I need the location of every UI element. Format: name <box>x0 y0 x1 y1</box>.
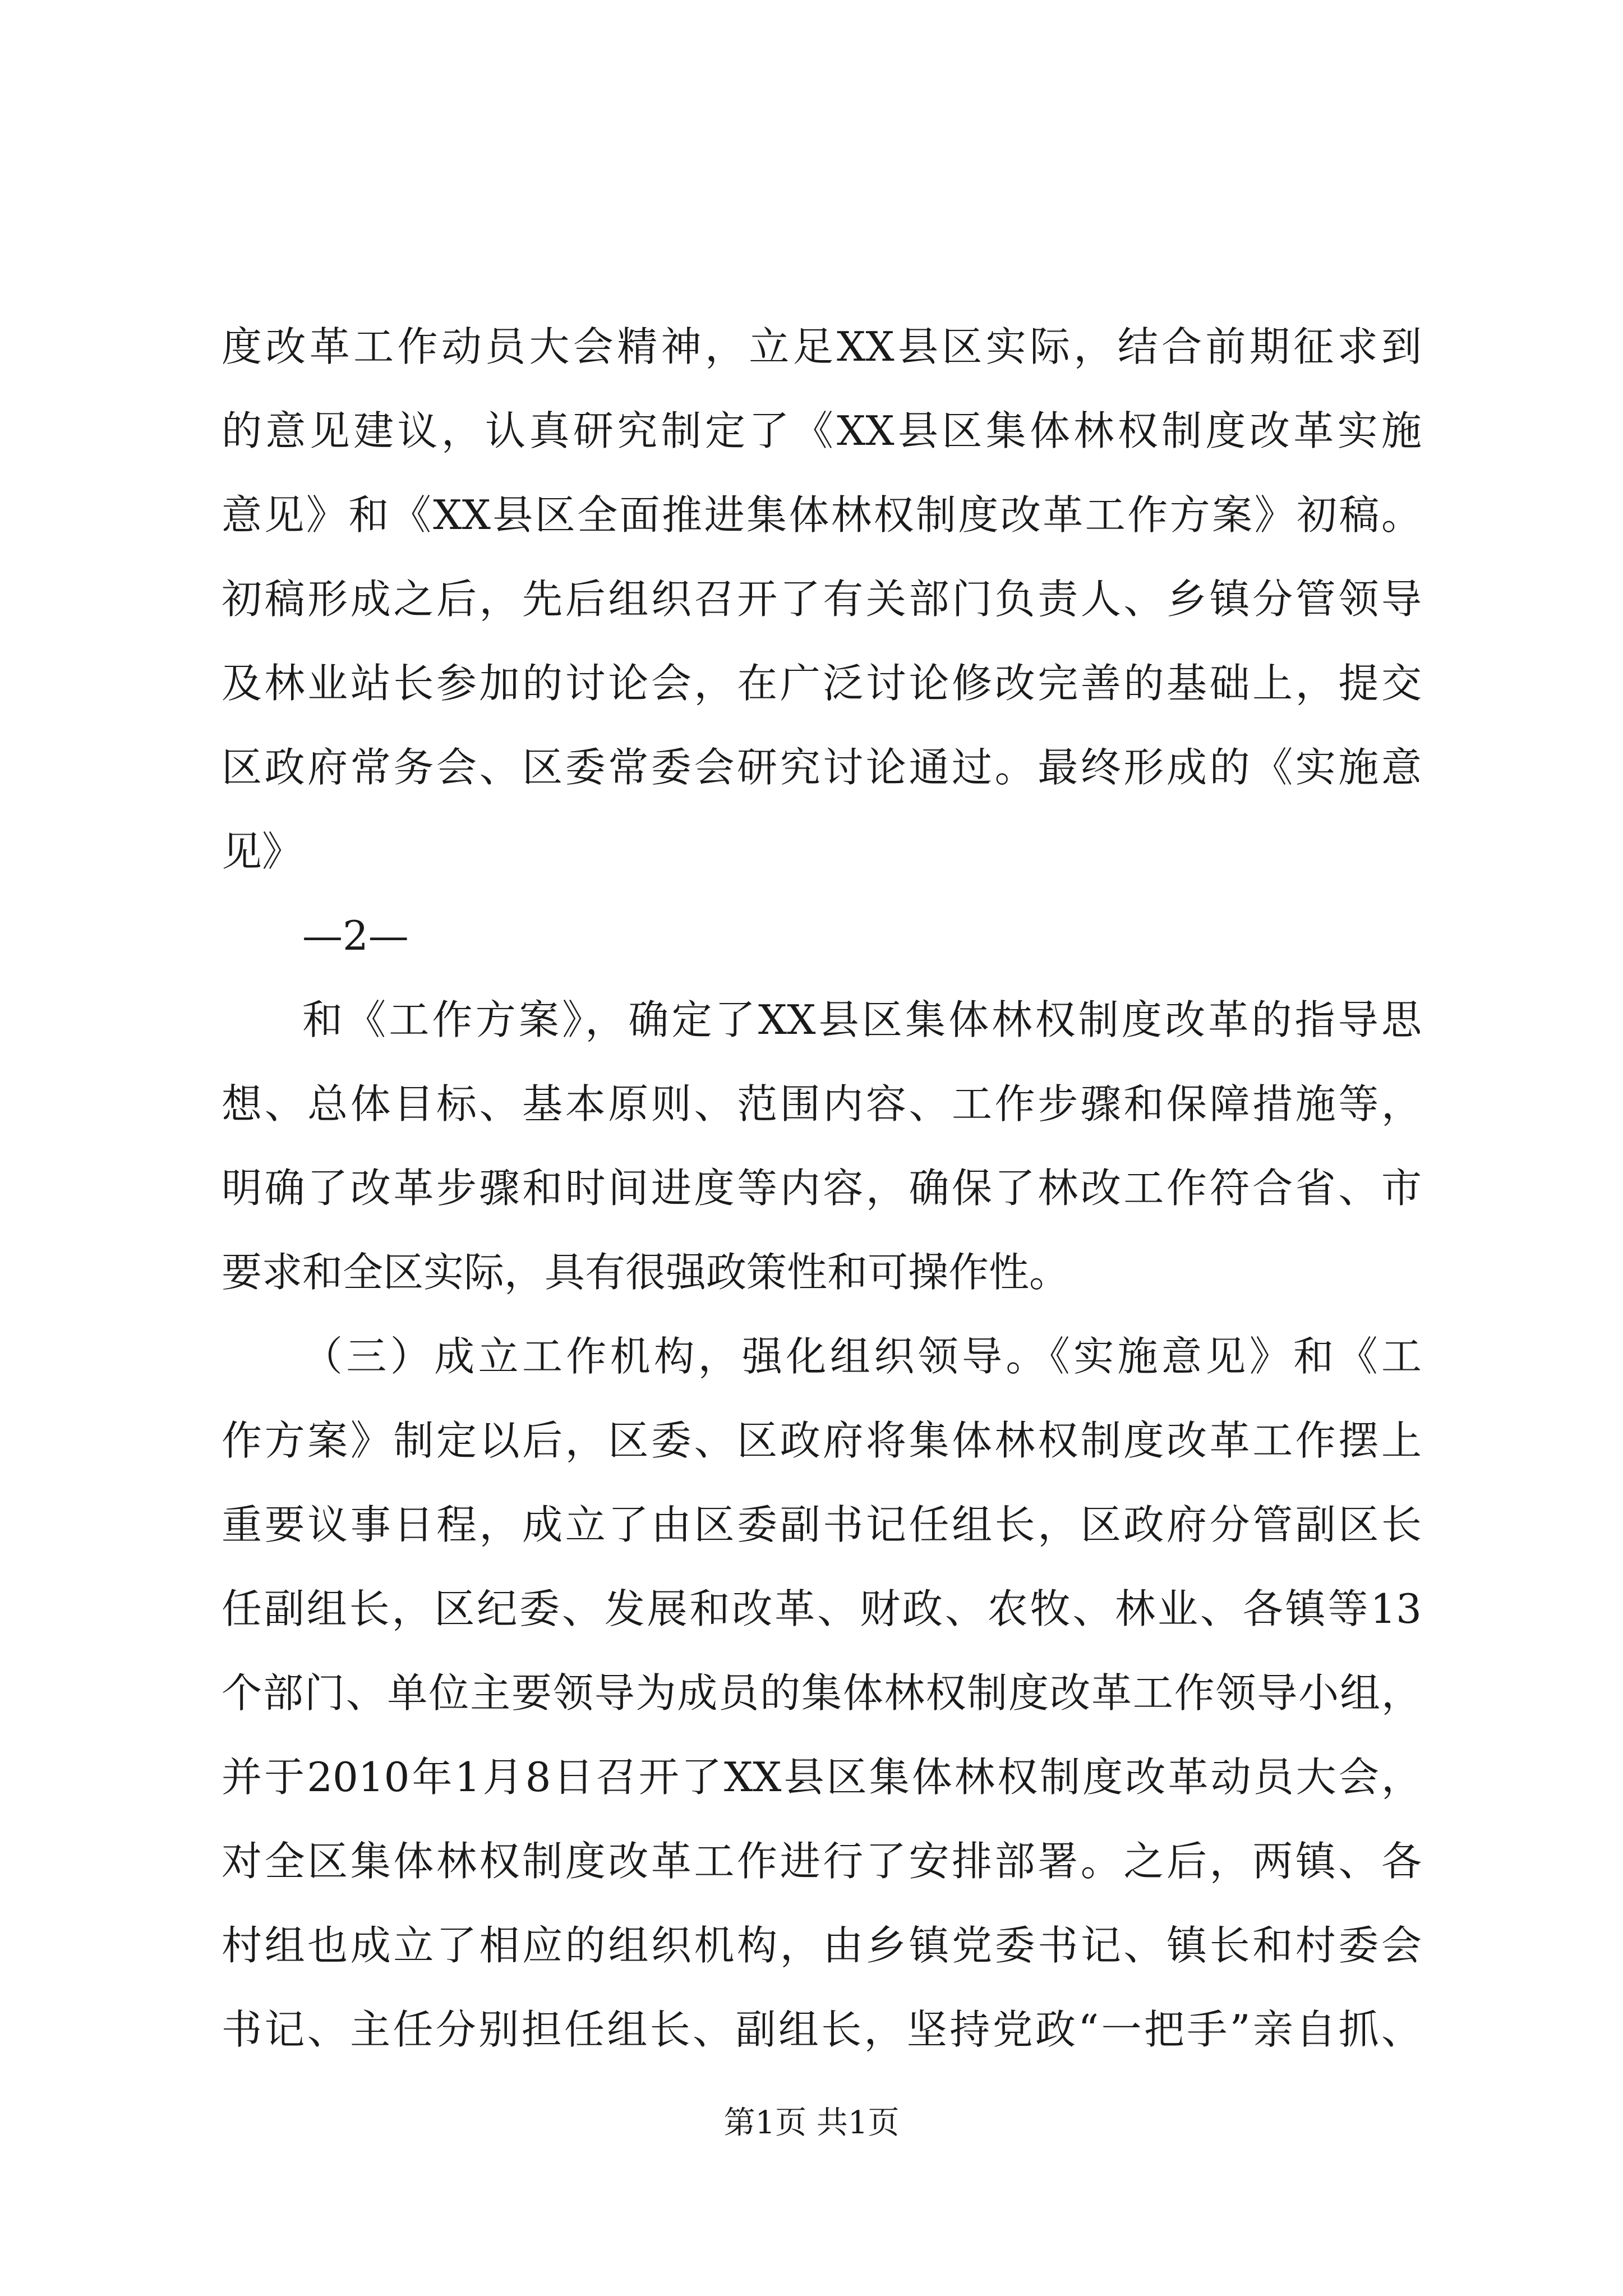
body-text-line: 的意见建议，认真研究制定了《XX县区集体林权制度改革实施 <box>222 407 1422 454</box>
body-text-line: 及林业站长参加的讨论会，在广泛讨论修改完善的基础上，提交 <box>222 660 1422 707</box>
body-text-line: 区政府常务会、区委常委会研究讨论通过。最终形成的《实施意 <box>222 744 1422 791</box>
body-text-line: 意见》和《XX县区全面推进集体林权制度改革工作方案》初稿。 <box>222 491 1422 539</box>
body-text-line: 村组也成立了相应的组织机构，由乡镇党委书记、镇长和村委会 <box>222 1922 1422 1969</box>
body-text-line: 作方案》制定以后，区委、区政府将集体林权制度改革工作摆上 <box>222 1417 1422 1464</box>
body-text-line: 想、总体目标、基本原则、范围内容、工作步骤和保障措施等， <box>222 1080 1422 1128</box>
body-text-line: 并于2010年1月8日召开了XX县区集体林权制度改革动员大会， <box>222 1754 1422 1801</box>
paragraph-first-line: 和《工作方案》，确定了XX县区集体林权制度改革的指导思 <box>302 996 1422 1043</box>
body-text-line: 重要议事日程，成立了由区委副书记任组长，区政府分管副区长 <box>222 1501 1422 1548</box>
body-text-line: 要求和全区实际，具有很强政策性和可操作性。 <box>222 1249 1070 1296</box>
body-text-line: 个部门、单位主要领导为成员的集体林权制度改革工作领导小组， <box>222 1669 1422 1717</box>
body-text-line: 明确了改革步骤和时间进度等内容，确保了林改工作符合省、市 <box>222 1165 1422 1212</box>
body-text-line: 任副组长，区纪委、发展和改革、财政、农牧、林业、各镇等13 <box>222 1585 1422 1632</box>
body-text-line: 见》 <box>222 828 303 875</box>
page-footer: 第1页 共1页 <box>723 2105 900 2141</box>
body-text-line: 书记、主任分别担任组长、副组长，坚持党政“一把手”亲自抓、 <box>222 2006 1422 2053</box>
page-number-marker: —2— <box>302 912 409 959</box>
section-heading-line: （三）成立工作机构，强化组织领导。《实施意见》和《工 <box>302 1333 1422 1380</box>
body-text-line: 度改革工作动员大会精神，立足XX县区实际，结合前期征求到 <box>222 323 1422 370</box>
body-text-line: 对全区集体林权制度改革工作进行了安排部署。之后，两镇、各 <box>222 1838 1422 1885</box>
body-text-line: 初稿形成之后，先后组织召开了有关部门负责人、乡镇分管领导 <box>222 576 1422 623</box>
